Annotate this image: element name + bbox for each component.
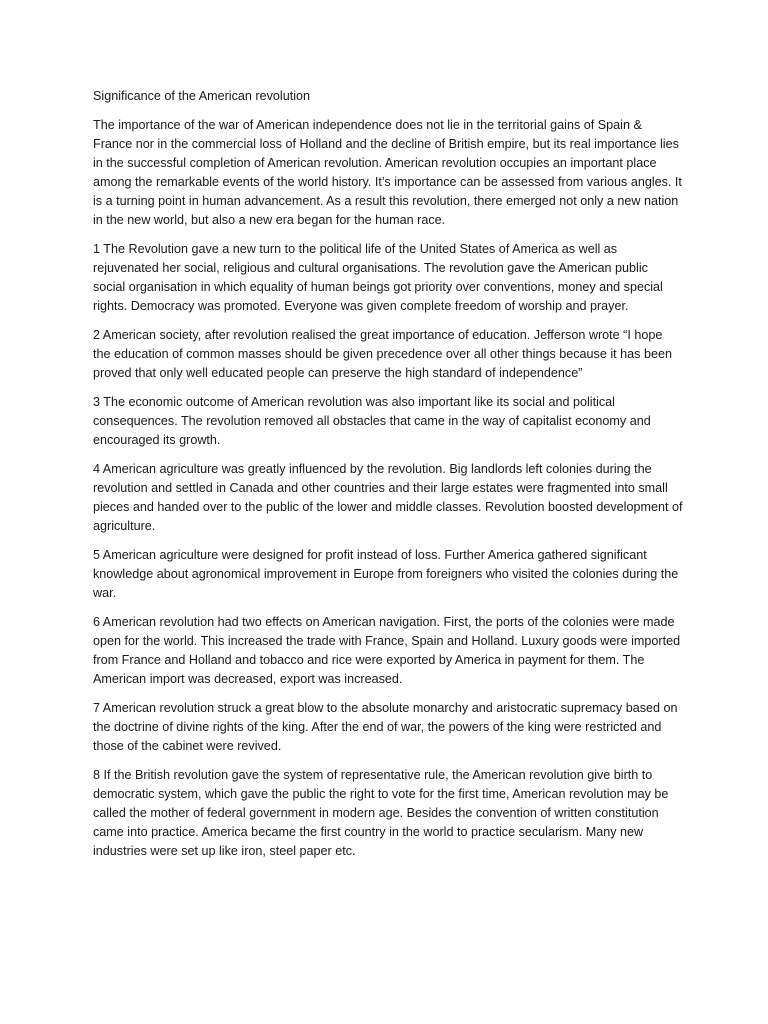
document-body — [93, 87, 683, 871]
intro-paragraph: The importance of the war of American independence does not lie in the territorial gains of Spain & France nor in the commercial loss of Holland and the decline of British empire, but its real importance lies in the successful completion of American revolution. American revolution occupies an important place among the remarkable events of the world history. It’s importance can be assessed from various angles. It is a turning point in human advancement. As a result this revolution, there emerged not only a new nation in the new world, but also a new era began for the human race. — [93, 118, 682, 227]
point-7-paragraph: 7 American revolution struck a great blow to the absolute monarchy and aristocratic supremacy based on the doctrine of divine rights of the king. After the end of war, the powers of the king were restricted and those of the cabinet were revived. — [93, 701, 678, 753]
point-1-paragraph: 1 The Revolution gave a new turn to the political life of the United States of America as well as rejuvenated her social, religious and cultural organisations. The revolution gave the American public social organisation in which equality of human beings got priority over conventions, money and special rights. Democracy was promoted. Everyone was given complete freedom of worship and prayer. — [93, 242, 663, 313]
document-title: Significance of the American revolution — [93, 89, 311, 103]
point-8-paragraph: 8 If the British revolution gave the system of representative rule, the American revolution give birth to democratic system, which gave the public the right to vote for the first time, American revolution may be called the mother of federal government in modern age. Besides the convention of written constitution came into practice. America became the first country in the world to practice secularism. Many new industries were set up like iron, steel paper etc. — [93, 768, 669, 858]
point-2-paragraph: 2 American society, after revolution realised the great importance of education. Jefferson wrote “I hope the education of common masses should be given precedence over all other things because it has been proved that only well educated people can preserve the high standard of independence” — [93, 328, 672, 380]
point-6-paragraph: 6 American revolution had two effects on American navigation. First, the ports of the colonies were made open for the world. This increased the trade with France, Spain and Holland. Luxury goods were imported from France and Holland and tobacco and rice were exported by America in payment for them. The American import was decreased, export was increased. — [93, 615, 681, 686]
point-4-paragraph: 4 American agriculture was greatly influenced by the revolution. Big landlords left colonies during the revolution and settled in Canada and other countries and their large estates were fragmented into small pieces and handed over to the public of the lower and middle classes. Revolution boosted development of agriculture. — [93, 462, 683, 533]
point-5-paragraph: 5 American agriculture were designed for profit instead of loss. Further America gathered significant knowledge about agronomical improvement in Europe from foreigners who visited the colonies during the war. — [93, 548, 679, 600]
point-3-paragraph: 3 The economic outcome of American revolution was also important like its social and political consequences. The revolution removed all obstacles that came in the way of capitalist economy and encouraged its growth. — [93, 395, 651, 447]
